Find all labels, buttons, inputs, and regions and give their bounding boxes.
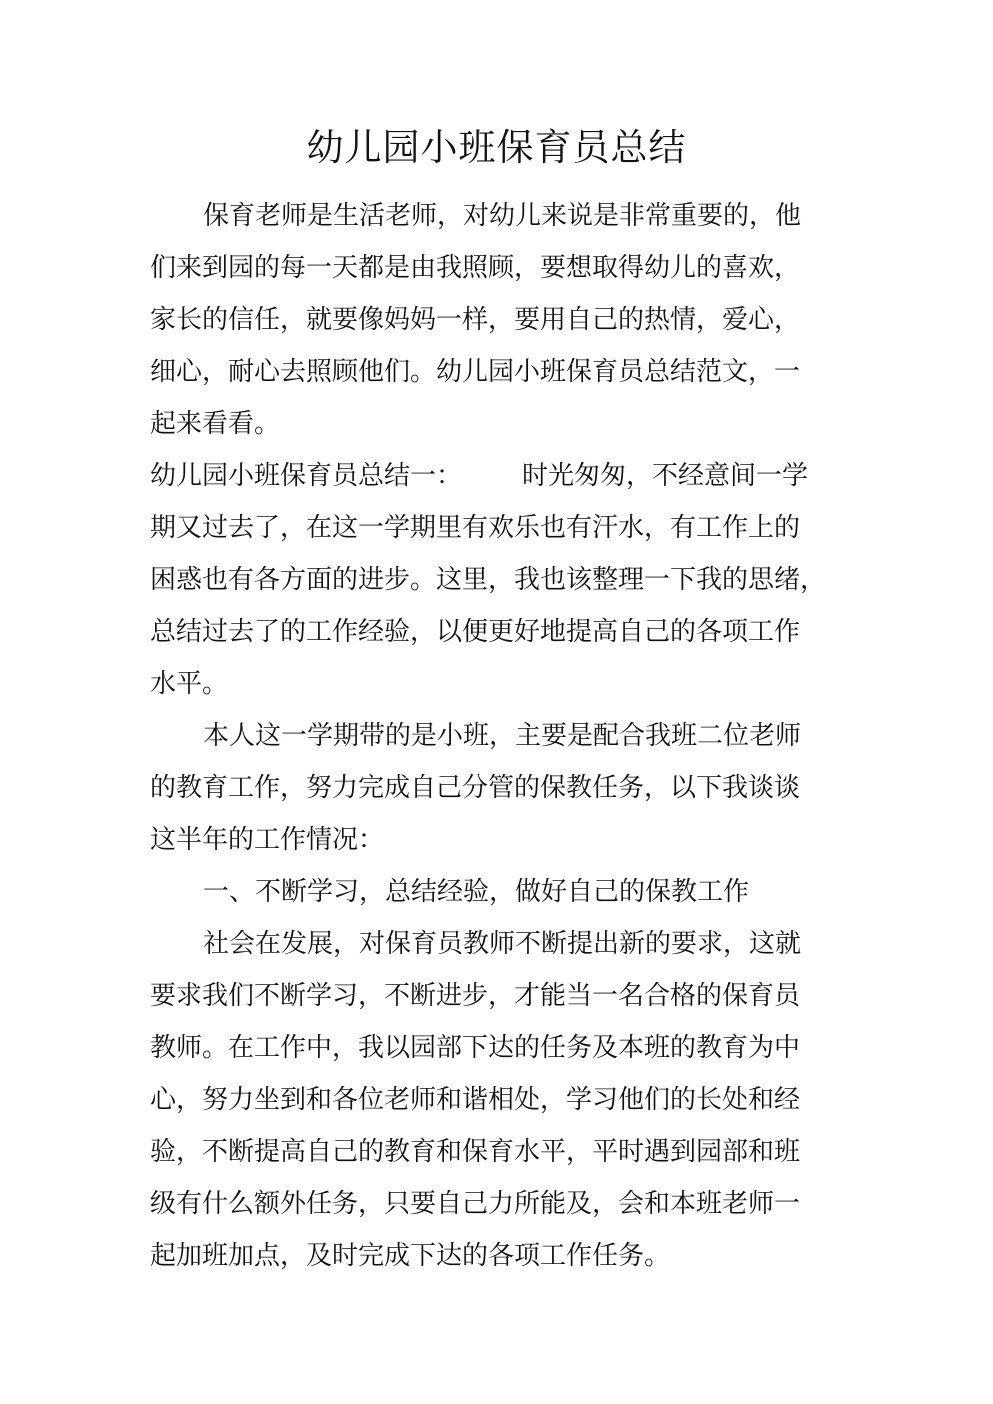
text-line: 起加班加点，及时完成下达的各项工作任务。 xyxy=(150,1241,671,1271)
text-line: 级有什么额外任务，只要自己力所能及，会和本班老师一 xyxy=(150,1189,801,1219)
text-line: 期又过去了，在这一学期里有欢乐也有汗水，有工作上的 xyxy=(150,513,801,543)
text-line: 的教育工作，努力完成自己分管的保教任务，以下我谈谈 xyxy=(150,773,801,803)
text-line: 心，努力坐到和各位老师和谐相处，学习他们的长处和经 xyxy=(150,1085,801,1115)
text-line: 们来到园的每一天都是由我照顾，要想取得幼儿的喜欢， xyxy=(150,253,801,283)
text-line: 要求我们不断学习，不断进步，才能当一名合格的保育员 xyxy=(150,981,801,1011)
text-line: 水平。 xyxy=(150,669,229,699)
text-line: 细心，耐心去照顾他们。幼儿园小班保育员总结范文，一 xyxy=(150,357,801,387)
section-one-first-text: 时光匆匆，不经意间一学 xyxy=(522,461,809,491)
text-line: 起来看看。 xyxy=(150,409,281,439)
section-one-heading: 幼儿园小班保育员总结一： xyxy=(150,461,463,491)
section-one-line xyxy=(150,456,808,496)
document-title: 幼儿园小班保育员总结 xyxy=(306,126,687,169)
text-line: 家长的信任，就要像妈妈一样，要用自己的热情，爱心， xyxy=(150,305,801,335)
text-line: 总结过去了的工作经验，以便更好地提高自己的各项工作 xyxy=(150,617,801,647)
text-line: 教师。在工作中，我以园部下达的任务及本班的教育为中 xyxy=(150,1033,801,1063)
text-line: 困惑也有各方面的进步。这里，我也该整理一下我的思绪， xyxy=(150,565,827,595)
text-line: 验，不断提高自己的教育和保育水平，平时遇到园部和班 xyxy=(150,1137,801,1167)
section-heading: 一、不断学习，总结经验，做好自己的保教工作 xyxy=(203,877,750,907)
text-line: 这半年的工作情况： xyxy=(150,825,385,855)
text-line: 社会在发展，对保育员教师不断提出新的要求，这就 xyxy=(203,929,802,959)
text-line: 保育老师是生活老师，对幼儿来说是非常重要的，他 xyxy=(203,201,802,231)
text-line: 本人这一学期带的是小班，主要是配合我班二位老师 xyxy=(203,721,802,751)
